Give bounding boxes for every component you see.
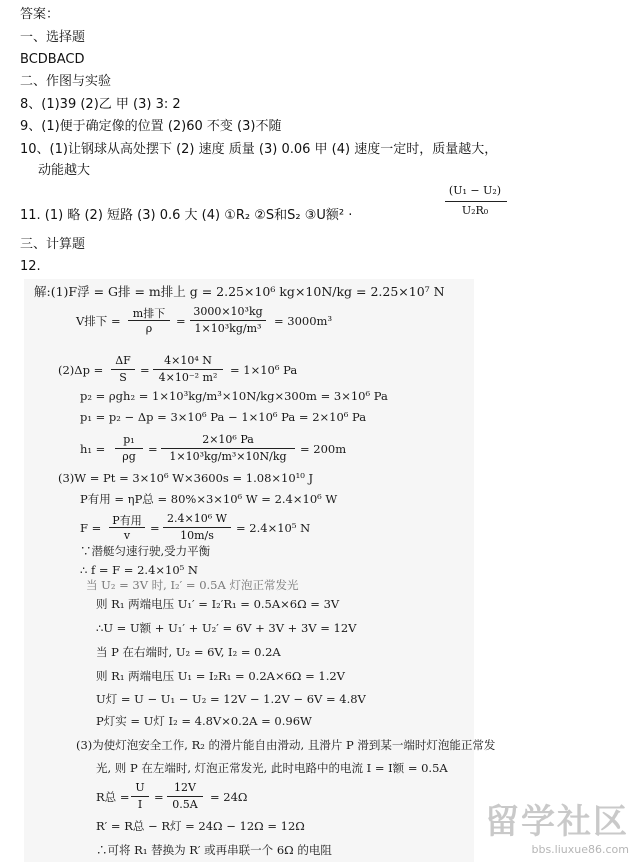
- scan-line-5: p₁ = p₂ − Δp = 3×10⁶ Pa − 1×10⁶ Pa = 2×10⁶ Pa: [80, 410, 367, 424]
- scan-line-21-den1: I: [137, 798, 143, 811]
- answer-q10-line1: 10、(1)让钢球从高处摆下 (2) 速度 质量 (3) 0.06 甲 (4) 速度一定时，质量越大，: [20, 142, 498, 157]
- scan-line-10: ∵潜艇匀速行驶,受力平衡: [80, 544, 211, 558]
- scan-line-2-num2: 3000×10³kg: [193, 305, 263, 318]
- scan-line-12: 当 U₂ = 3V 时, I₂′ = 0.5A 灯泡正常发光: [86, 578, 299, 592]
- q11-fraction-numerator: (U₁ − U₂): [448, 184, 502, 197]
- section-experiment-heading: 二、作图与实验: [20, 74, 112, 89]
- scan-line-17: U灯 = U − U₁ − U₂ = 12V − 1.2V − 6V = 4.8V: [96, 692, 366, 706]
- scan-line-3-bar1: [111, 369, 135, 370]
- scan-line-7: (3)W = Pt = 3×10⁶ W×3600s = 1.08×10¹⁰ J: [58, 471, 314, 485]
- scan-line-15: 当 P 在右端时, U₂ = 6V, I₂ = 0.2A: [96, 645, 281, 659]
- scan-line-9-lhs: F =: [80, 521, 102, 535]
- scan-line-2-lhs: V排下 =: [76, 314, 121, 328]
- scan-line-2-eq: =: [176, 314, 186, 328]
- scan-line-21-rhs: = 24Ω: [210, 790, 248, 804]
- section-calc-heading: 三、计算题: [20, 237, 86, 252]
- scan-line-6-num1: p₁: [123, 433, 135, 446]
- choice-answers: BCDBACD: [20, 52, 85, 67]
- scan-line-23: ∴可将 R₁ 替换为 R′ 或再串联一个 6Ω 的电阻: [96, 843, 332, 857]
- scan-line-8: P有用 = ηP总 = 80%×3×10⁶ W = 2.4×10⁶ W: [80, 492, 338, 506]
- scan-line-6-den1: ρg: [122, 450, 136, 463]
- scan-line-6-den2: 1×10³kg/m³×10N/kg: [169, 450, 287, 463]
- scan-line-21-eq: =: [154, 790, 164, 804]
- scan-line-2-bar2: [190, 320, 266, 321]
- scanned-solution: [24, 279, 496, 862]
- scan-line-9-num1: P有用: [112, 514, 142, 527]
- scan-line-6-rhs: = 200m: [300, 442, 347, 456]
- scan-line-2-den1: ρ: [145, 322, 153, 335]
- q11-fraction-denominator: U₂R₀: [461, 204, 489, 217]
- scan-line-3-den1: S: [119, 371, 127, 384]
- scan-line-9-num2: 2.4×10⁶ W: [167, 512, 227, 525]
- scan-line-2-den2: 1×10³kg/m³: [194, 322, 262, 335]
- scan-line-3-den2: 4×10⁻² m²: [158, 371, 218, 384]
- scan-line-21-num2: 12V: [174, 781, 196, 794]
- scan-line-4: p₂ = ρgh₂ = 1×10³kg/m³×10N/kg×300m = 3×10⁶ Pa: [80, 389, 388, 403]
- scan-line-13: 则 R₁ 两端电压 U₁′ = I₂′R₁ = 0.5A×6Ω = 3V: [96, 597, 340, 611]
- scan-line-6-lhs: h₁ =: [80, 442, 106, 456]
- scan-line-9-den1: v: [123, 529, 131, 542]
- scan-line-1: 解:(1)F浮 = G排 = m排上 g = 2.25×10⁶ kg×10N/kg = 2.25×10⁷ N: [34, 284, 445, 299]
- scan-line-9-den2: 10m/s: [180, 529, 214, 542]
- scan-line-11: ∴ f = F = 2.4×10⁵ N: [80, 563, 198, 577]
- scan-line-22: R′ = R总 − R灯 = 24Ω − 12Ω = 12Ω: [96, 819, 305, 833]
- answer-q9: 9、(1)便于确定像的位置 (2)60 不变 (3)不随: [20, 119, 282, 134]
- q11-fraction-bar: [445, 201, 507, 202]
- scan-line-21-den2: 0.5A: [172, 798, 198, 811]
- scan-line-6-bar1: [115, 448, 143, 449]
- scan-line-20: 光, 则 P 在左端时, 灯泡正常发光, 此时电路中的电流 I = I额 = 0.5A: [96, 761, 448, 775]
- scan-line-3-eq: =: [140, 363, 150, 377]
- scan-line-14: ∴U = U额 + U₁′ + U₂′ = 6V + 3V + 3V = 12V: [96, 621, 357, 635]
- watermark-logo-text: 留学社区: [485, 802, 629, 842]
- scan-line-21-bar1: [131, 796, 149, 797]
- scan-line-3-num1: ΔF: [115, 354, 131, 367]
- answer-q11: 11. (1) 略 (2) 短路 (3) 0.6 大 (4) ①R₂ ②S和S₂ ③U额² ·: [20, 208, 353, 223]
- scan-line-6-num2: 2×10⁶ Pa: [202, 433, 254, 446]
- answer-heading: 答案：: [20, 7, 60, 22]
- scan-line-21-num1: U: [135, 781, 145, 794]
- scan-line-3-num2: 4×10⁴ N: [164, 354, 212, 367]
- scan-line-9-bar2: [163, 527, 231, 528]
- watermark-url: bbs.liuxue86.com: [531, 843, 629, 856]
- scan-line-9-bar1: [109, 527, 145, 528]
- scan-line-3-lhs: (2)Δp =: [58, 363, 104, 377]
- scan-line-9-rhs: = 2.4×10⁵ N: [236, 521, 311, 535]
- scan-line-16: 则 R₁ 两端电压 U₁ = I₂R₁ = 0.2A×6Ω = 1.2V: [96, 669, 345, 683]
- scan-line-21-bar2: [167, 796, 203, 797]
- scan-line-2-num1: m排下: [132, 307, 166, 320]
- scan-line-9-eq: =: [150, 521, 160, 535]
- scan-line-3-bar2: [153, 369, 223, 370]
- scan-line-6-eq: =: [148, 442, 158, 456]
- answer-q12-label: 12.: [20, 259, 41, 274]
- scan-line-3-rhs: = 1×10⁶ Pa: [230, 363, 298, 377]
- watermark: [485, 794, 629, 856]
- scan-line-6-bar2: [161, 448, 295, 449]
- scan-line-21-lhs: R总 =: [96, 790, 130, 804]
- scan-line-2-rhs: = 3000m³: [274, 314, 333, 328]
- section-choice-heading: 一、选择题: [20, 30, 86, 45]
- answer-q10-line2: 动能越大: [38, 163, 91, 178]
- scan-line-2-bar1: [128, 320, 170, 321]
- scan-line-19: (3)为使灯泡安全工作, R₂ 的滑片能自由滑动, 且滑片 P 滑到某一端时灯泡能正常发: [76, 738, 496, 752]
- scan-line-18: P灯实 = U灯 I₂ = 4.8V×0.2A = 0.96W: [96, 714, 312, 728]
- answer-q8: 8、(1)39 (2)乙 甲 (3) 3: 2: [20, 97, 181, 112]
